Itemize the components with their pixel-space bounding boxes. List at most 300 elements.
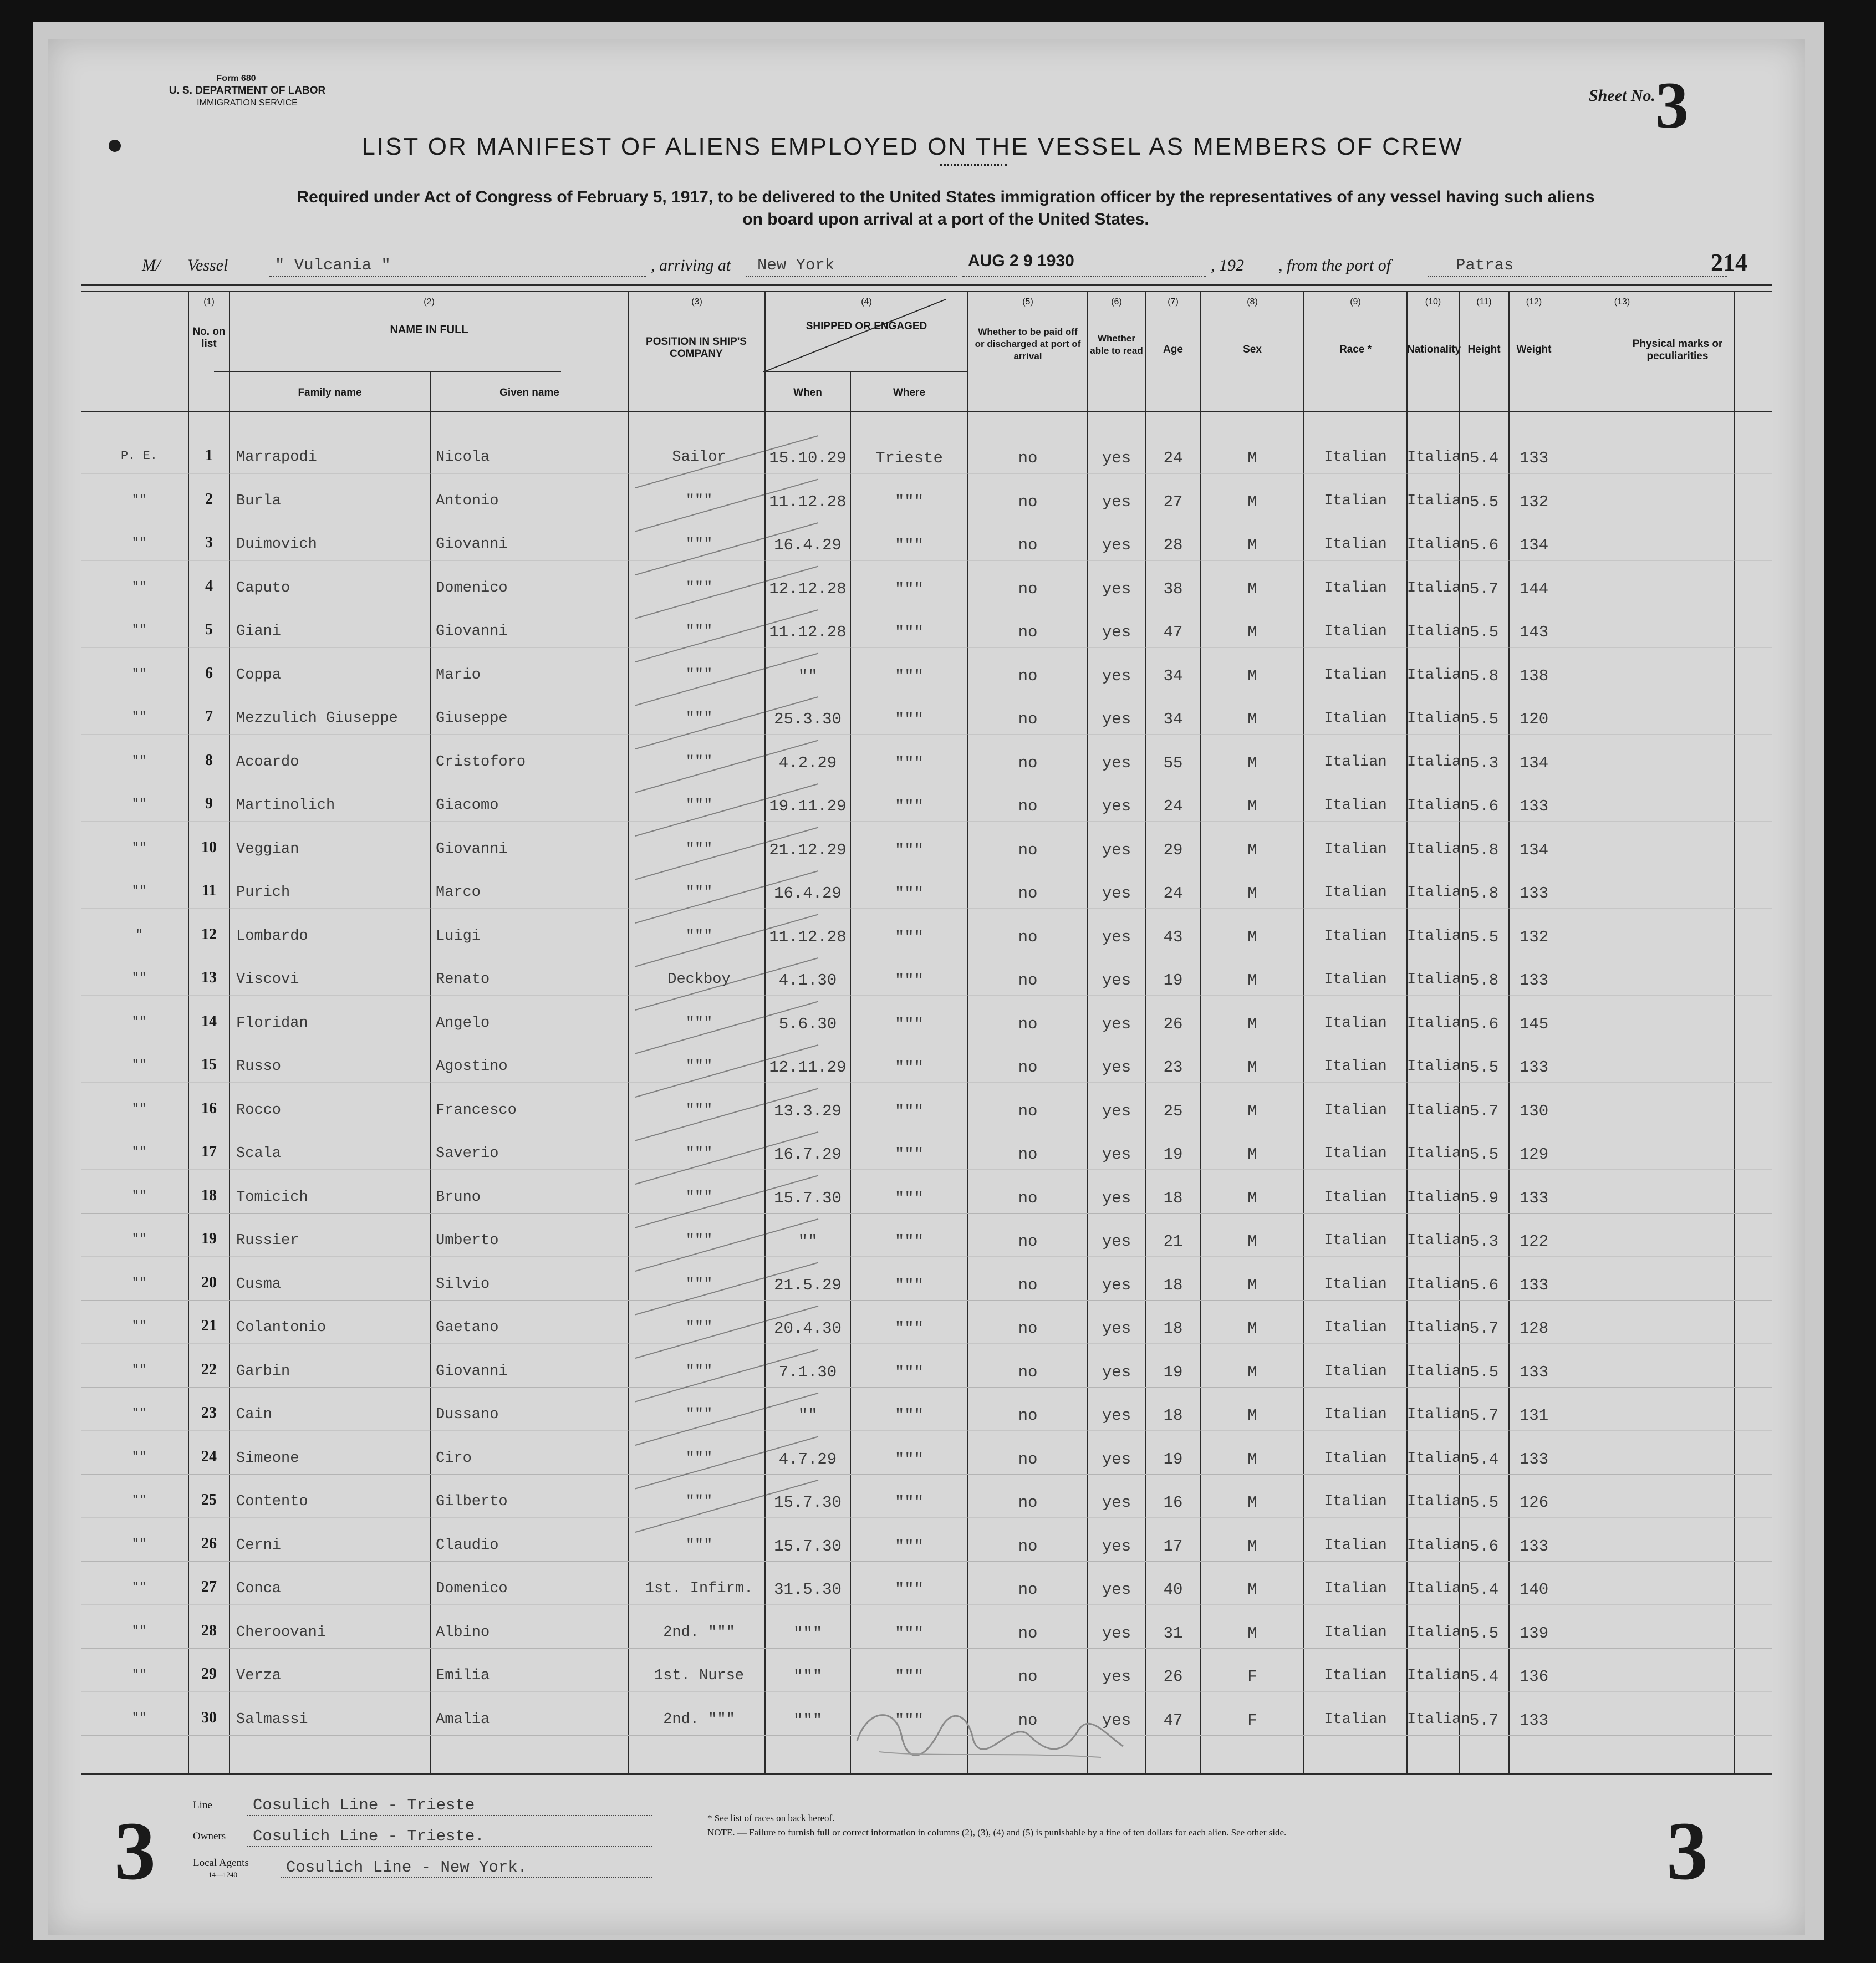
row-given-name: Saverio [436,1145,499,1162]
row-where: """ [894,1493,924,1512]
vessel-prefix: M/ [142,256,161,274]
row-weight: 132 [1519,492,1549,511]
row-where: """ [894,492,924,511]
row-position: Deckboy [667,971,731,988]
row-weight: 129 [1519,1145,1549,1164]
row-weight: 144 [1519,579,1549,598]
row-paid-off: no [1018,710,1038,728]
row-weight: 143 [1519,623,1549,641]
owners-value: Cosulich Line - Trieste. [253,1827,485,1845]
column-number: (13) [1614,297,1630,307]
row-weight: 133 [1519,971,1549,990]
row-weight: 133 [1519,797,1549,815]
col-age: Age [1163,344,1183,355]
col-when: When [793,387,822,399]
row-mark: "" [131,1580,147,1594]
row-where: Trieste [875,449,943,467]
row-position: 1st. Nurse [654,1668,745,1684]
row-weight: 134 [1519,753,1549,772]
row-family-name: Colantonio [236,1319,327,1336]
row-number: 5 [205,621,213,638]
row-family-name: Coppa [236,666,282,684]
row-mark: "" [131,1319,147,1333]
from-label: , from the port of [1278,256,1391,274]
row-given-name: Amalia [436,1711,490,1728]
row-sex: M [1247,971,1257,990]
row-nationality: Italian [1407,1580,1470,1597]
row-weight: 122 [1519,1232,1549,1251]
col-weight: Weight [1516,344,1552,355]
row-position: """ [685,492,713,509]
row-able-read: yes [1102,579,1131,598]
row-position: """ [685,1450,713,1467]
row-nationality: Italian [1407,1058,1470,1075]
row-position: """ [685,1102,713,1119]
row-position: 2nd. """ [663,1711,735,1728]
row-able-read: yes [1102,1014,1131,1033]
row-when: 13.3.29 [774,1102,842,1120]
row-race: Italian [1324,1537,1387,1554]
row-weight: 128 [1519,1319,1549,1338]
row-when: 16.7.29 [774,1145,842,1164]
row-race: Italian [1324,1668,1387,1684]
row-race: Italian [1324,1058,1387,1075]
row-given-name: Luigi [436,927,481,945]
row-where: """ [894,1014,924,1033]
row-family-name: Purich [236,884,290,901]
row-number: 8 [205,751,213,769]
row-height: 5.3 [1469,753,1499,772]
row-age: 18 [1163,1189,1183,1207]
row-height: 5.7 [1469,1406,1499,1425]
row-able-read: yes [1102,536,1131,554]
col-marks: Physical marks or peculiarities [1632,338,1723,362]
row-position: """ [685,1232,713,1249]
row-mark: "" [131,840,147,855]
row-race: Italian [1324,1145,1387,1162]
row-race: Italian [1324,1624,1387,1641]
row-able-read: yes [1102,666,1131,685]
row-age: 43 [1163,927,1183,946]
row-where: """ [894,1058,924,1077]
row-number: 19 [201,1230,217,1247]
row-mark: "" [131,1276,147,1290]
row-mark: "" [131,1493,147,1507]
row-paid-off: no [1018,1450,1038,1469]
col-where: Where [893,387,926,399]
signature [846,1696,1134,1780]
col-given-name: Given name [499,387,559,399]
row-position: """ [685,1014,713,1032]
row-when: 21.12.29 [769,840,847,859]
row-race: Italian [1324,1276,1387,1293]
row-mark: P. E. [120,449,157,463]
row-where: """ [894,840,924,859]
row-sex: M [1247,710,1257,728]
row-given-name: Giacomo [436,797,499,814]
row-nationality: Italian [1407,1189,1470,1206]
row-nationality: Italian [1407,753,1470,771]
row-given-name: Ciro [436,1450,472,1467]
agents-label: Local Agents [193,1857,249,1869]
row-weight: 133 [1519,1711,1549,1730]
row-able-read: yes [1102,1363,1131,1381]
footer-sheet-left: 3 [114,1805,156,1897]
row-nationality: Italian [1407,1014,1470,1032]
row-age: 55 [1163,753,1183,772]
row-race: Italian [1324,623,1387,640]
col-nationality: Nationality [1407,344,1461,355]
row-given-name: Cristoforo [436,753,526,771]
row-nationality: Italian [1407,884,1470,901]
row-mark: "" [131,579,147,594]
row-given-name: Mario [436,666,481,684]
row-paid-off: no [1018,1102,1038,1120]
row-nationality: Italian [1407,797,1470,814]
row-number: 9 [205,795,213,812]
row-sex: F [1247,1668,1257,1686]
row-sex: M [1247,1537,1257,1556]
row-family-name: Russo [236,1058,282,1075]
row-number: 30 [201,1709,217,1726]
row-height: 5.7 [1469,1102,1499,1120]
row-weight: 145 [1519,1014,1549,1033]
row-where: """ [894,927,924,946]
row-weight: 140 [1519,1580,1549,1599]
row-height: 5.7 [1469,1711,1499,1730]
row-family-name: Mezzulich Giuseppe [236,710,398,727]
row-number: 13 [201,969,217,986]
agents-underline [281,1877,652,1878]
row-race: Italian [1324,1189,1387,1206]
row-position: """ [685,927,713,945]
row-given-name: Gilberto [436,1493,508,1510]
col-shipped: SHIPPED OR ENGAGED [806,320,927,332]
row-number: 11 [201,882,217,899]
row-nationality: Italian [1407,536,1470,553]
row-nationality: Italian [1407,1363,1470,1380]
row-given-name: Marco [436,884,481,901]
row-race: Italian [1324,927,1387,945]
row-nationality: Italian [1407,1624,1470,1641]
row-mark: "" [131,1624,147,1638]
sheet-label: Sheet No. [1589,86,1655,105]
date-stamp: AUG 2 9 1930 [968,252,1074,270]
row-number: 18 [201,1186,217,1204]
row-when: 11.12.28 [769,927,847,946]
row-sex: M [1247,492,1257,511]
row-paid-off: no [1018,884,1038,903]
row-given-name: Emilia [436,1668,490,1684]
row-paid-off: no [1018,1711,1038,1730]
row-given-name: Bruno [436,1189,481,1206]
from-port: Patras [1456,256,1514,274]
department: U. S. DEPARTMENT OF LABOR [169,85,326,96]
row-sex: M [1247,840,1257,859]
row-race: Italian [1324,579,1387,596]
row-position: """ [685,840,713,858]
row-height: 5.6 [1469,797,1499,815]
row-given-name: Nicola [436,449,490,466]
row-height: 5.7 [1469,579,1499,598]
row-family-name: Cusma [236,1276,282,1293]
form-number: Form 680 [216,74,256,83]
row-family-name: Conca [236,1580,282,1597]
row-nationality: Italian [1407,449,1470,466]
row-height: 5.5 [1469,1363,1499,1381]
row-able-read: yes [1102,1232,1131,1251]
row-given-name: Claudio [436,1537,499,1554]
row-weight: 138 [1519,666,1549,685]
row-able-read: yes [1102,1189,1131,1207]
row-nationality: Italian [1407,840,1470,858]
column-number: (12) [1526,297,1542,307]
row-sex: M [1247,1102,1257,1120]
row-able-read: yes [1102,927,1131,946]
row-where: """ [894,1363,924,1381]
row-given-name: Albino [436,1624,490,1641]
row-mark: "" [131,1711,147,1725]
row-nationality: Italian [1407,1276,1470,1293]
row-paid-off: no [1018,1014,1038,1033]
row-position: """ [685,1058,713,1075]
row-paid-off: no [1018,1145,1038,1164]
row-family-name: Duimovich [236,536,317,553]
arriving-label: , arriving at [651,256,731,274]
row-nationality: Italian [1407,579,1470,596]
row-position: """ [685,1363,713,1380]
row-weight: 133 [1519,884,1549,903]
row-when: 31.5.30 [774,1580,842,1599]
row-number: 15 [201,1056,217,1073]
row-where: """ [894,623,924,641]
row-height: 5.5 [1469,927,1499,946]
row-given-name: Agostino [436,1058,508,1075]
row-where: """ [894,710,924,728]
column-number: (5) [1022,297,1033,307]
row-when: 11.12.28 [769,492,847,511]
row-paid-off: no [1018,1319,1038,1338]
row-age: 17 [1163,1537,1183,1556]
row-weight: 136 [1519,1668,1549,1686]
row-age: 34 [1163,666,1183,685]
row-mark: "" [131,492,147,507]
row-mark: "" [131,536,147,550]
row-sex: M [1247,623,1257,641]
row-when: """ [793,1711,823,1730]
row-able-read: yes [1102,710,1131,728]
row-able-read: yes [1102,1537,1131,1556]
row-age: 21 [1163,1232,1183,1251]
row-able-read: yes [1102,797,1131,815]
row-position: """ [685,1406,713,1423]
row-position: """ [685,710,713,727]
row-race: Italian [1324,753,1387,771]
row-where: """ [894,1276,924,1294]
row-position: """ [685,797,713,814]
col-position: POSITION IN SHIP'S COMPANY [646,336,747,360]
col-height: Height [1467,344,1501,355]
row-given-name: Giovanni [436,840,508,858]
vessel-label: Vessel [187,256,228,274]
row-age: 16 [1163,1493,1183,1512]
row-age: 19 [1163,1145,1183,1164]
row-position: """ [685,1276,713,1293]
row-race: Italian [1324,1319,1387,1336]
row-paid-off: no [1018,1058,1038,1077]
row-age: 47 [1163,1711,1183,1730]
row-sex: M [1247,1450,1257,1469]
row-where: """ [894,1102,924,1120]
manifest-page [48,39,1805,1935]
row-age: 24 [1163,797,1183,815]
row-when: 25.3.30 [774,710,842,728]
row-height: 5.7 [1469,1319,1499,1338]
column-number: (3) [691,297,702,307]
row-race: Italian [1324,536,1387,553]
row-paid-off: no [1018,449,1038,467]
row-able-read: yes [1102,449,1131,467]
row-age: 23 [1163,1058,1183,1077]
row-race: Italian [1324,1450,1387,1467]
row-when: """ [793,1624,823,1643]
row-given-name: Umberto [436,1232,499,1249]
row-nationality: Italian [1407,1668,1470,1684]
row-where: """ [894,579,924,598]
row-family-name: Garbin [236,1363,290,1380]
row-family-name: Cerni [236,1537,282,1554]
col-family-name: Family name [298,387,362,399]
row-number: 17 [201,1143,217,1160]
row-sex: M [1247,1145,1257,1164]
row-number: 10 [201,838,217,856]
row-paid-off: no [1018,753,1038,772]
row-weight: 133 [1519,1450,1549,1469]
agents-value: Cosulich Line - New York. [286,1858,528,1877]
col-no-on-list: No. on list [192,326,226,350]
row-number: 20 [201,1273,217,1291]
row-where: """ [894,1319,924,1338]
row-race: Italian [1324,1363,1387,1380]
row-nationality: Italian [1407,1406,1470,1423]
row-sex: M [1247,449,1257,467]
row-race: Italian [1324,1232,1387,1249]
row-when: 7.1.30 [778,1363,837,1381]
row-age: 19 [1163,1363,1183,1381]
row-family-name: Caputo [236,579,290,596]
row-mark: "" [131,1450,147,1464]
row-nationality: Italian [1407,1450,1470,1467]
row-family-name: Viscovi [236,971,299,988]
row-sex: F [1247,1711,1257,1730]
row-weight: 131 [1519,1406,1549,1425]
row-number: 7 [205,708,213,725]
page-title: LIST OR MANIFEST OF ALIENS EMPLOYED ON THE VESSEL AS MEMBERS OF CREW [361,133,1464,160]
line-value: Cosulich Line - Trieste [253,1796,475,1814]
row-race: Italian [1324,492,1387,509]
row-number: 16 [201,1099,217,1117]
row-sex: M [1247,1189,1257,1207]
row-able-read: yes [1102,1493,1131,1512]
row-paid-off: no [1018,1493,1038,1512]
row-age: 18 [1163,1406,1183,1425]
row-height: 5.6 [1469,536,1499,554]
row-paid-off: no [1018,1406,1038,1425]
row-when: 4.7.29 [778,1450,837,1469]
row-able-read: yes [1102,753,1131,772]
owners-label: Owners [193,1831,226,1842]
row-age: 29 [1163,840,1183,859]
row-paid-off: no [1018,840,1038,859]
row-sex: M [1247,579,1257,598]
row-weight: 133 [1519,1276,1549,1294]
row-sex: M [1247,1624,1257,1643]
row-height: 5.5 [1469,623,1499,641]
col-name-in-full: NAME IN FULL [390,324,468,336]
row-sex: M [1247,927,1257,946]
row-nationality: Italian [1407,1102,1470,1119]
row-race: Italian [1324,971,1387,988]
row-where: """ [894,1450,924,1469]
row-position: """ [685,1493,713,1510]
row-able-read: yes [1102,840,1131,859]
row-where: """ [894,666,924,685]
column-number: (10) [1425,297,1441,307]
row-height: 5.6 [1469,1537,1499,1556]
row-family-name: Veggian [236,840,299,858]
page-number: 214 [1711,249,1747,276]
row-when: "" [798,1406,818,1425]
race-note: * See list of races on back hereof. [707,1813,835,1823]
row-position: """ [685,1537,713,1554]
row-weight: 126 [1519,1493,1549,1512]
row-nationality: Italian [1407,710,1470,727]
row-able-read: yes [1102,1058,1131,1077]
row-height: 5.4 [1469,1668,1499,1686]
row-height: 5.4 [1469,1580,1499,1599]
row-weight: 133 [1519,1189,1549,1207]
column-number: (1) [203,297,215,307]
row-weight: 130 [1519,1102,1549,1120]
row-when: "" [798,666,818,685]
service: IMMIGRATION SERVICE [197,98,298,108]
row-sex: M [1247,536,1257,554]
row-paid-off: no [1018,1580,1038,1599]
row-height: 5.5 [1469,1145,1499,1164]
row-where: """ [894,1580,924,1599]
row-mark: "" [131,971,147,985]
row-able-read: yes [1102,971,1131,990]
row-sex: M [1247,884,1257,903]
row-able-read: yes [1102,1102,1131,1120]
row-position: Sailor [672,449,726,466]
sheet-number: 3 [1655,68,1689,142]
row-weight: 133 [1519,1058,1549,1077]
row-race: Italian [1324,710,1387,727]
penalty-note: NOTE. — Failure to furnish full or correct information in columns (2), (3), (4) and (5) is punishable by a fine of ten dollars for each alien. See other side. [707,1827,1287,1838]
row-number: 26 [201,1534,217,1552]
row-number: 2 [205,490,213,508]
row-age: 34 [1163,710,1183,728]
row-age: 18 [1163,1276,1183,1294]
row-number: 23 [201,1404,217,1421]
row-age: 24 [1163,449,1183,467]
row-sex: M [1247,1580,1257,1599]
row-paid-off: no [1018,1624,1038,1643]
row-mark: "" [131,1232,147,1246]
row-paid-off: no [1018,623,1038,641]
row-age: 24 [1163,884,1183,903]
